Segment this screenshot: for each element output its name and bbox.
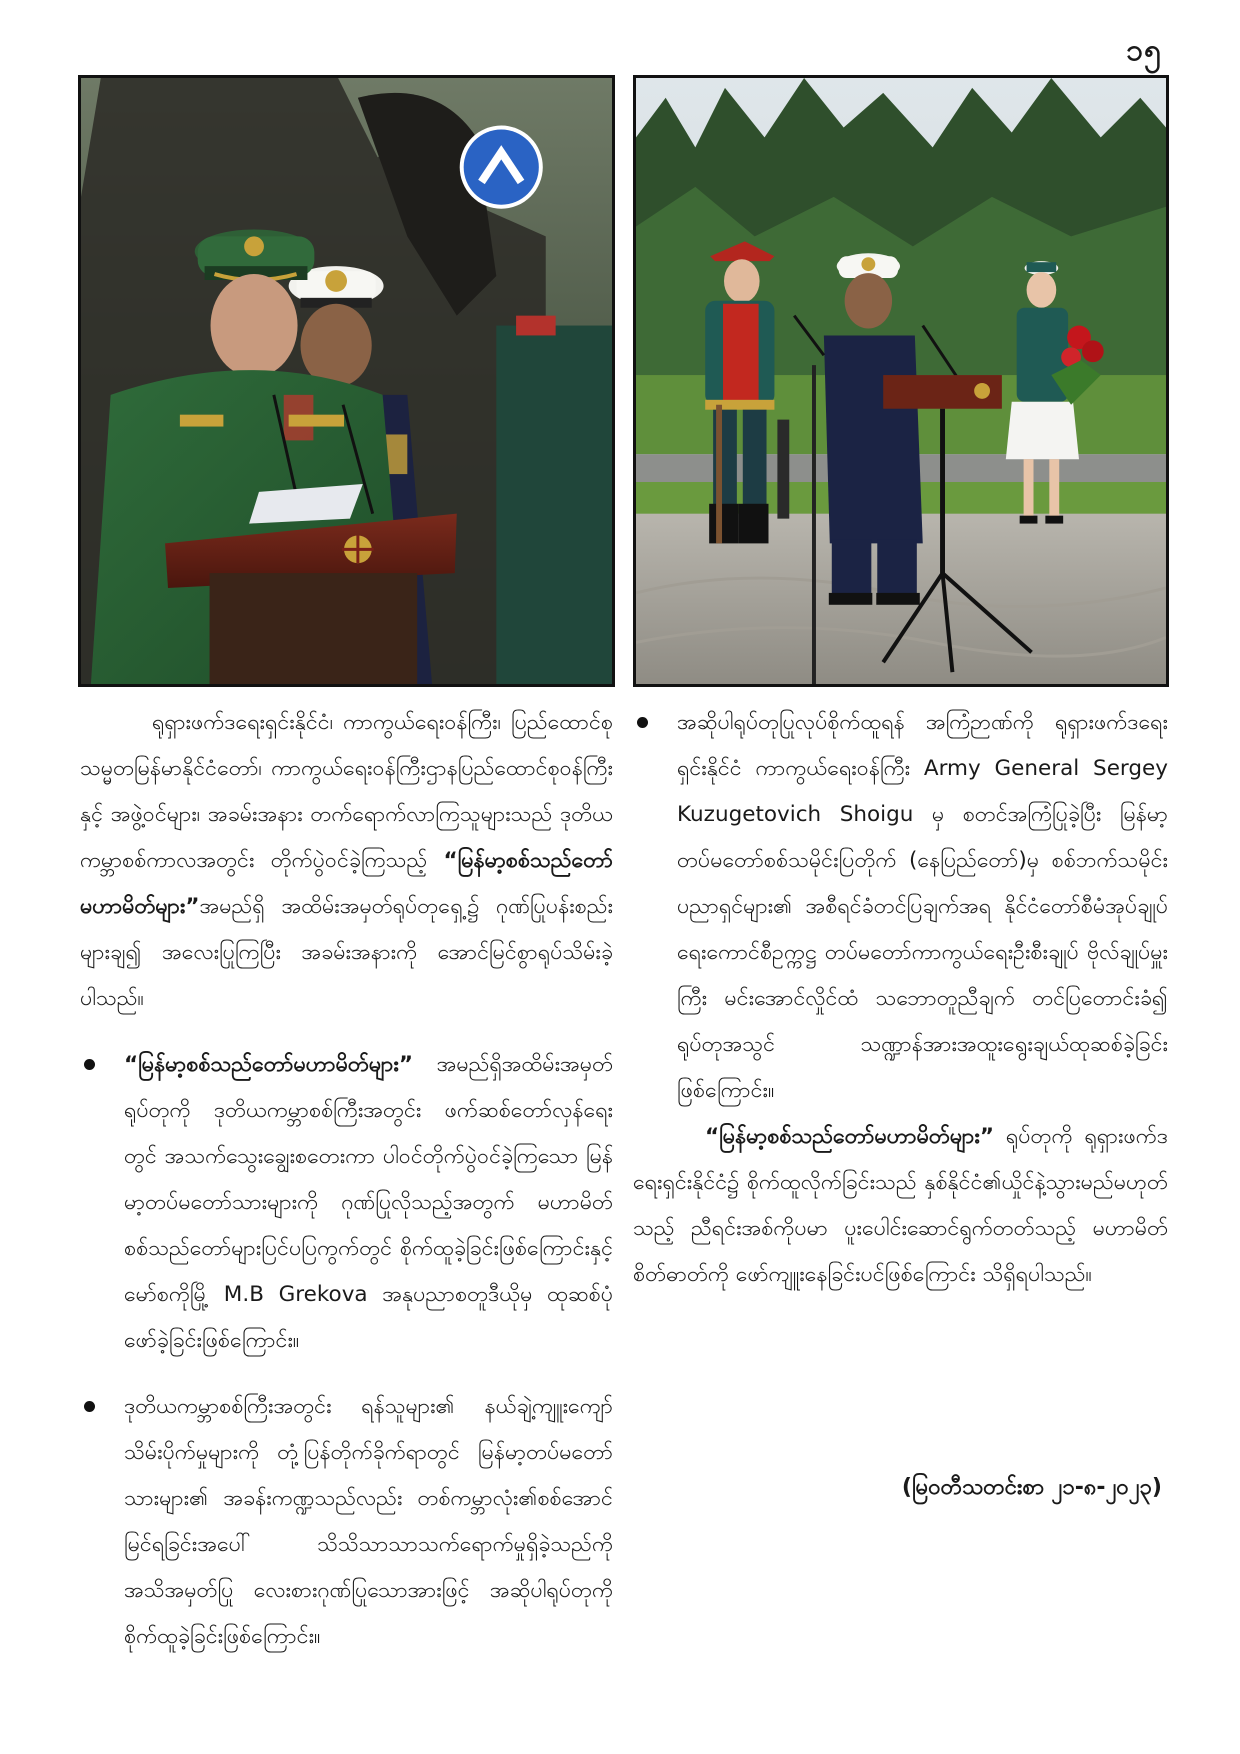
page-number: ၁၅ [1126,33,1162,68]
bullet-monument-origin [633,700,1168,1114]
bullet-dot-icon [84,1401,95,1412]
bullet3-text: အဆိုပါရုပ်တုပြုလုပ်စိုက်ထူရန် အကြံဉာဏ်ကို ရုရှားဖက်ဒရေးရှင်းနိုင်ငံ ကာကွယ်ရေးဝန်ကြီး Army General Sergey Kuzugetovich Shoigu မှ စတင်အကြံပြုခဲ့ပြီး မြန်မာ့တပ်မတော်စစ်သမိုင်းပြတိုက် (နေပြည်တော်)မှ စစ်ဘက်သမိုင်းပညာရှင်များ၏ အစီရင်ခံတင်ပြချက်အရ နိုင်ငံတော်စီမံအုပ်ချုပ်ရေးကောင်စီဥက္ကဋ္ဌ တပ်မတော်ကာကွယ်ရေးဦးစီးချုပ် ဗိုလ်ချုပ်မှူးကြီး မင်းအောင်လှိုင်ထံ သဘောတူညီချက် တင်ပြတောင်းခံ၍ ရုပ်တုအသွင် သဏ္ဍာန်အားအထူးရွေးချယ်ထုဆစ်ခဲ့ခြင်းဖြစ်ကြောင်း။ [677,710,1168,1103]
intro-monument-name: “မြန်မာ့စစ်သည်တော်မဟာမိတ်များ” [80,848,613,919]
bullet2-text: ဒုတိယကမ္ဘာစစ်ကြီးအတွင်း ရန်သူများ၏ နယ်ချဲ့ကျူးကျော်သိမ်းပိုက်မှုများကို တုံ့ပြန်တိုက်ခိုက်ရာတွင် မြန်မာ့တပ်မတော်သားများ၏ အခန်းကဏ္ဍသည်လည်း တစ်ကမ္ဘာလုံး၏စစ်အောင်မြင်ရခြင်းအပေါ် သိသိသာသာသက်ရောက်မှုရှိခဲ့သည်ကို အသိအမှတ်ပြု လေးစားဂုဏ်ပြုသောအားဖြင့် အဆိုပါရုပ်တုကို စိုက်ထူခဲ့ခြင်းဖြစ်ကြောင်း။ [124,1394,613,1649]
left-text-column [80,700,613,1660]
photo-commander-speech [633,75,1169,687]
bullet-wwii-role [80,1384,613,1660]
bullet-monument-purpose [80,1042,613,1364]
right-text-column [633,700,1168,1298]
photo-defense-minister-speech [78,75,615,687]
intro-paragraph [80,700,613,1022]
photo-right-image [636,78,1166,684]
bullet1-monument-name: “မြန်မာ့စစ်သည်တော်မဟာမိတ်များ” [124,1052,413,1077]
bullet-dot-icon [84,1059,95,1070]
closing-text: ရုပ်တုကို ရုရှားဖက်ဒရေးရှင်းနိုင်ငံ၌ စိုက်ထူလိုက်ခြင်းသည် နှစ်နိုင်ငံ၏ယှိုင်နဲ့သွားမည်မဟုတ်သည့် ညီရင်းအစ်ကိုပမာ ပူးပေါင်းဆောင်ရွက်တတ်သည့် မဟာမိတ်စိတ်ဓာတ်ကို ဖော်ကျူးနေခြင်းပင်ဖြစ်ကြောင်း သိရှိရပါသည်။ [633,1124,1168,1287]
closing-monument-name: “မြန်မာ့စစ်သည်တော်မဟာမိတ်များ” [705,1124,994,1149]
bullet-dot-icon [637,717,648,728]
bullet1-text: အမည်ရှိအထိမ်းအမှတ်ရုပ်တုကို ဒုတိယကမ္ဘာစစ်ကြီးအတွင်း ဖက်ဆစ်တော်လှန်ရေးတွင် အသက်သွေးချွေးစတေးကာ ပါဝင်တိုက်ပွဲဝင်ခဲ့ကြသော မြန်မာ့တပ်မတော်သားများကို ဂုဏ်ပြုလိုသည့်အတွက် မဟာမိတ်စစ်သည်တော်များပြင်ပပြကွက်တွင် စိုက်ထူခဲ့ခြင်းဖြစ်ကြောင်းနှင့် မော်စကိုမြို့ M.B Grekova အနုပညာစတူဒီယိုမှ ထုဆစ်ပုံဖော်ခဲ့ခြင်းဖြစ်ကြောင်း။ [124,1052,613,1353]
news-source-citation: (မြဝတီသတင်းစာ ၂၁-၈-၂၀၂၃) [901,1475,1162,1500]
closing-paragraph [633,1114,1168,1298]
photo-left-image [81,78,612,684]
intro-text-before: ရုရှားဖက်ဒရေးရှင်းနိုင်ငံ၊ ကာကွယ်ရေးဝန်ကြီး၊ ပြည်ထောင်စုသမ္မတမြန်မာနိုင်ငံတော်၊ ကာကွယ်ရေးဝန်ကြီးဌာနပြည်ထောင်စုဝန်ကြီးနှင့် အဖွဲ့ဝင်များ၊ အခမ်းအနား တက်ရောက်လာကြသူများသည် ဒုတိယကမ္ဘာစစ်ကာလအတွင်း တိုက်ပွဲဝင်ခဲ့ကြသည့် [80,710,613,873]
intro-text-after: အမည်ရှိ အထိမ်းအမှတ်ရုပ်တုရှေ့၌ ဂုဏ်ပြုပန်းစည်းများချ၍ အလေးပြုကြပြီး အခမ်းအနားကို အောင်မြင်စွာရုပ်သိမ်းခဲ့ပါသည်။ [80,894,613,1011]
